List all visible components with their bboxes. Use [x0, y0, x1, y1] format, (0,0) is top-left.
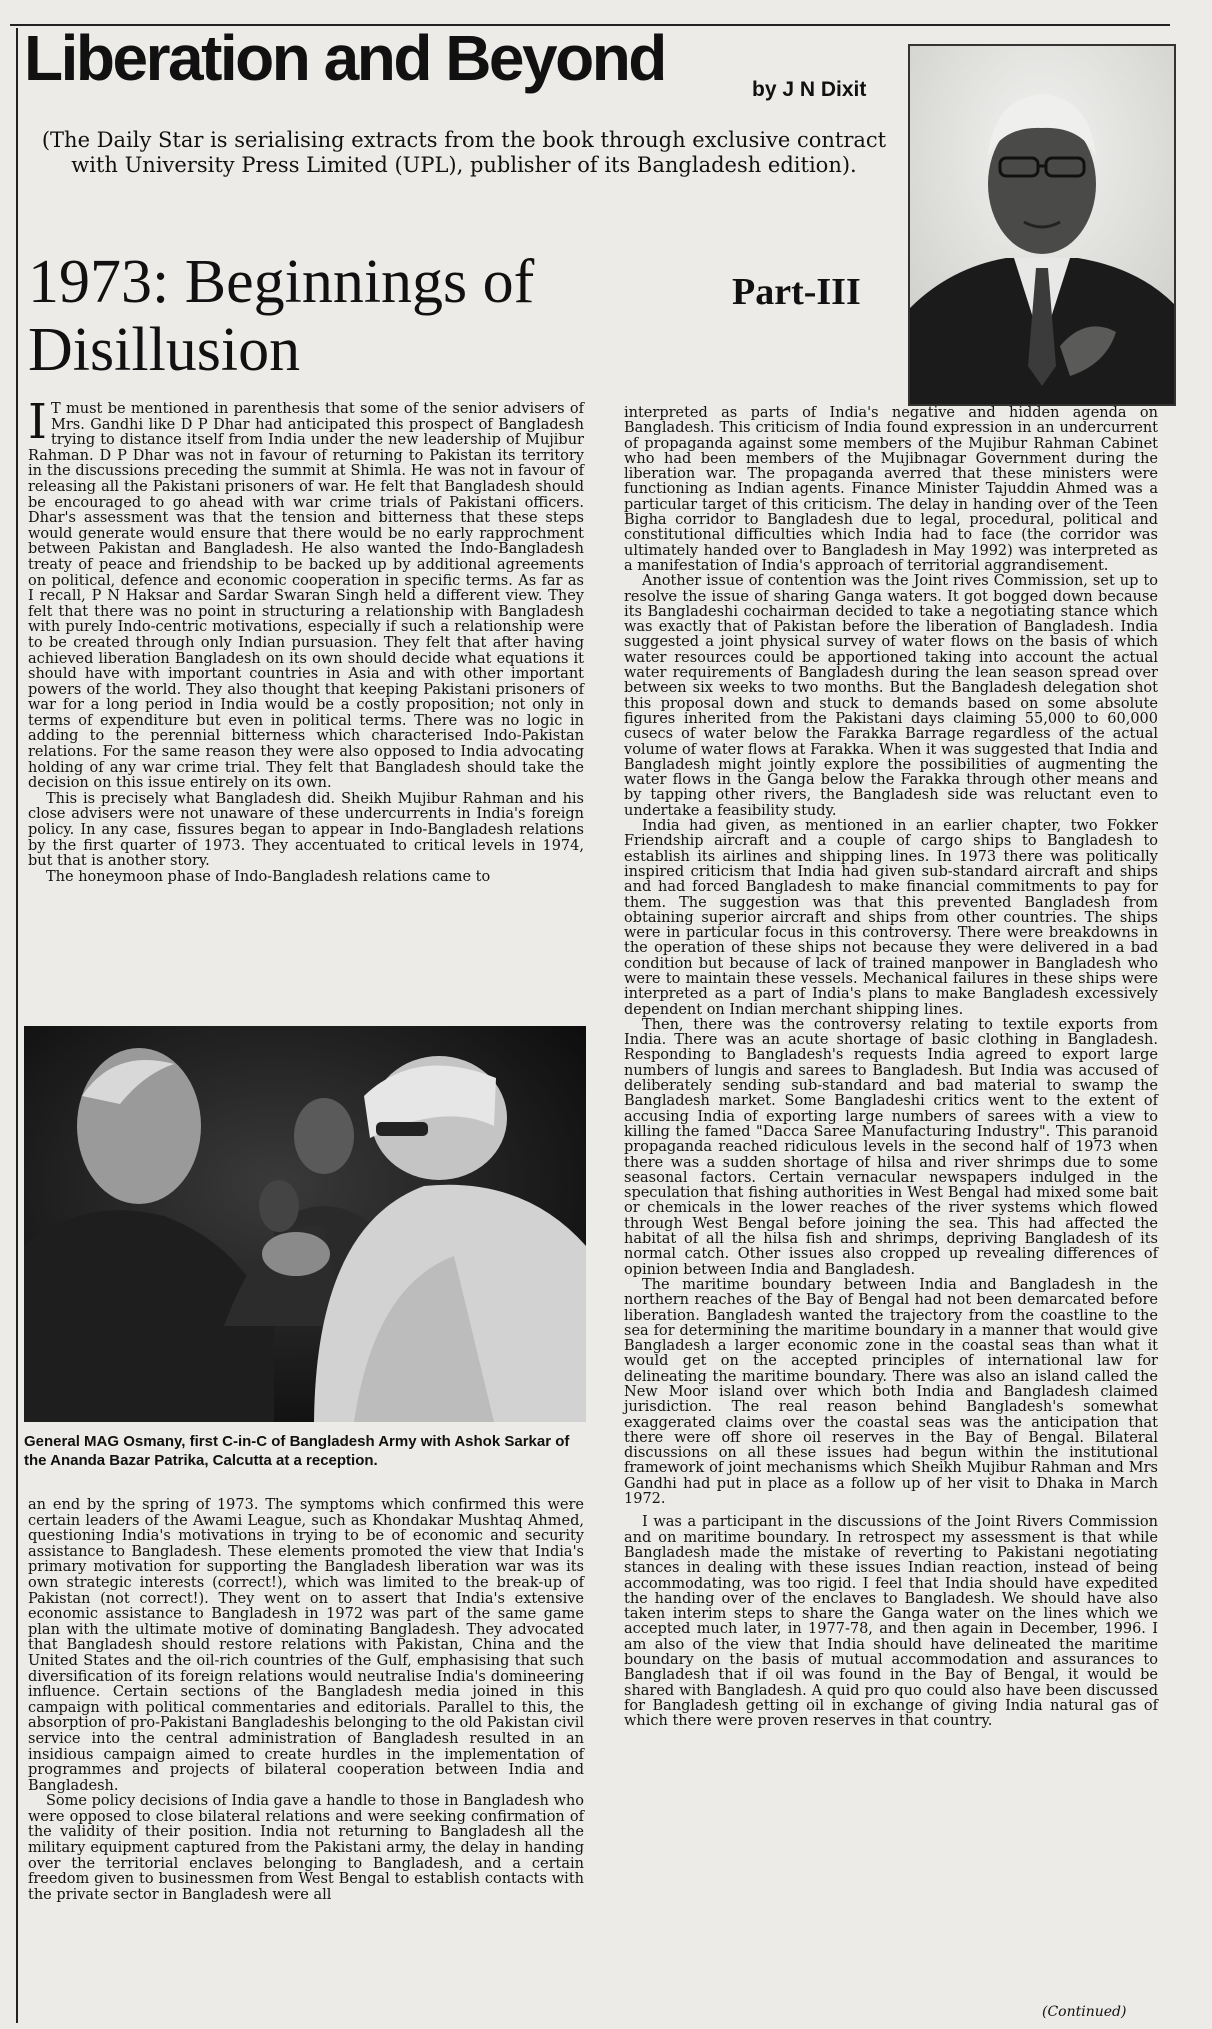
paragraph: Then, there was the controversy relating to textile exports from India. There was an acute shortage of basic clothing in Bangladesh. Responding to Bangladesh's requests India agreed to export large numbers of lungis and sarees to Bangladesh. But India was accused of deliberately sending sub-standard and bad material to swamp the Bangladesh market. Some Bangladeshi critics went to the extent of accusing India of exporting large numbers of sarees with a view to killing the famed "Dacca Saree Manufacturing Industry". This paranoid propaganda reached ridiculous levels in the second half of 1973 when there was a sudden shortage of hilsa and river shrimps due to some seasonal factors. Certain vernacular newspapers indulged in the speculation that fishing authorities in West Bengal had mixed some bait or chemicals in the lower reaches of the river systems which flowed through West Bengal before joining the sea. This had affected the habitat of all the hilsa fish and shrimps, depriving Bangladesh of its normal catch. Other issues also cropped up revealing differences of opinion between India and Bangladesh.	[624, 1016, 1158, 1278]
continued-label: (Continued)	[1042, 2004, 1127, 2020]
reception-photo	[24, 1026, 586, 1422]
photo-caption: General MAG Osmany, first C-in-C of Bangladesh Army with Ashok Sarkar of the Ananda Bazar Patrika, Calcutta at a reception.	[24, 1433, 570, 1469]
byline: by J N Dixit	[752, 78, 867, 101]
intro-note: (The Daily Star is serialising extracts from the book through exclusive contract with University Press Limited (UPL), publisher of its Bangladesh edition).	[41, 128, 887, 177]
photo-image	[24, 1026, 586, 1422]
article-title: 1973: Beginnings of Disillusion	[28, 248, 535, 384]
paragraph	[28, 394, 584, 792]
paragraph: Some policy decisions of India gave a handle to those in Bangladesh who were opposed to close bilateral relations and were seeking confirmation of the validity of their position. India not returning to Bangladesh all the military equipment captured from the Pakistani army, the delay in handing over the territorial enclaves belonging to Bangladesh, and a certain freedom given to businessmen from West Bengal to establish contacts with the private sector in Bangladesh were all	[28, 1793, 584, 1903]
column-2	[624, 406, 1158, 1730]
author-portrait	[908, 44, 1176, 406]
paragraph: Another issue of contention was the Joint rives Commission, set up to resolve the issue of sharing Ganga waters. It got bogged down because its Bangladeshi cochairman decided to take a negotiating stance which was exactly that of Pakistan before the liberation of Bangladesh. India suggested a joint physical survey of water flows on the basis of which water resources could be apportioned taking into account the actual water requirements of Bangladesh during the lean season spread over between six weeks to two months. But the Bangladesh delegation shot this proposal down and stuck to demands based on some absolute figures inherited from the Pakistani days claiming 55,000 to 60,000 cusecs of water below the Farakka Barrage regardless of the actual volume of water flows at Farakka. When it was suggested that India and Bangladesh might jointly explore the possibilities of augmenting the water flows in the Ganga below the Farakka through other means and by tapping other rivers, the Bangladesh side was reluctant even to undertake a feasibility study.	[624, 573, 1158, 819]
paragraph: India had given, as mentioned in an earlier chapter, two Fokker Friendship aircraft and a couple of cargo ships to Bangladesh to establish its airlines and shipping lines. In 1973 there was politically inspired criticism that India had given sub-standard aircraft and ships and had forced Bangladesh to make financial commitments to pay for them. The suggestion was that this prevented Bangladesh from obtaining superior aircraft and ships from other countries. The ships were in particular focus in this controversy. There were breakdowns in the operation of these ships not because they were delivered in a bad condition but because of lack of trained manpower in Bangladesh who were to maintain these vessels. Mechanical failures in these ships were interpreted as a part of India's plans to make Bangladesh excessively dependent on Indian merchant shipping lines.	[624, 818, 1158, 1018]
paragraph: This is precisely what Bangladesh did. Sheikh Mujibur Rahman and his close advisers were not unaware of these undercurrents in India's foreign policy. In any case, fissures began to appear in Indo-Bangladesh relations by the first quarter of 1973. They accentuated to critical levels in 1974, but that is another story.	[28, 790, 584, 870]
headline: Liberation and Beyond	[24, 22, 665, 94]
paragraph: interpreted as parts of India's negative and hidden agenda on Bangladesh. This criticism of India found expression in an undercurrent of propaganda against some members of the Mujibur Rahman Cabinet who had been members of the Mujibnagar Government during the liberation war. The propaganda averred that these ministers were functioning as Indian agents. Finance Minister Tajuddin Ahmed was a particular target of this criticism. The delay in handing over of the Teen Bigha corridor to Bangladesh due to legal, procedural, political and constitutional difficulties which India had to face (the corridor was ultimately handed over to Bangladesh in May 1992) was interpreted as a manifestation of India's approach of territorial aggrandisement.	[624, 405, 1158, 574]
paragraph-text: T must be mentioned in parenthesis that some of the senior advisers of Mrs. Gandhi like D P Dhar had anticipated this prospect of Bangladesh trying to distance itself from India under the new leadership of Mujibur Rahman. D P Dhar was not in favour of returning to Pakistan its territory in the discussions preceding the summit at Shimla. He was not in favour of releasing all the Pakistani prisoners of war. He felt that Bangladesh should be encouraged to go ahead with war crime trials of Pakistani officers. Dhar's assessment was that the tension and bitterness that these steps would generate would ensure that there would be no early rapprochment between Pakistan and Bangladesh. He also wanted the Indo-Bangladesh treaty of peace and friendship to be backed up by additional agreements on political, defence and economic cooperation in specific terms. As far as I recall, P N Haksar and Sardar Swaran Singh held a different view. They felt that there was no point in structuring a relationship with Bangladesh with purely Indo-centric motivations, especially if such a relationship were to be created through only Indian pursuasion. They felt that after having achieved liberation Bangladesh on its own should decide what equations it should have with important countries in Asia and with other important powers of the world. They also thought that keeping Pakistani prisoners of war for a long period in India would be a costly proposition; not only in terms of expenditure but even in political terms. There was no logic in adding to the perennial bitterness which characterised Indo-Pakistan relations. For the same reason they were also opposed to India advocating holding of any war crime trial. They felt that Bangladesh should take the decision on this issue entirely on its own.	[28, 401, 584, 792]
portrait-image	[910, 46, 1174, 404]
paragraph: The maritime boundary between India and Bangladesh in the northern reaches of the Bay of Bengal had not been demarcated before liberation. Bangladesh wanted the trajectory from the coastline to the sea for determining the maritime boundary in a manner that would give Bangladesh a larger economic zone in the coastal seas than what it would get on the accepted principles of international law for delineating the maritime boundary. There was also an island called the New Moor island over which both India and Bangladesh claimed jurisdiction. The real reason behind Bangladesh's somewhat exaggerated claims over the coastal seas was the anticipation that there were off shore oil reserves in the Bay of Bengal. Bilateral discussions on all these issues had begun within the institutional framework of joint mechanisms which Sheikh Mujibur Rahman and Mrs Gandhi had put in place as a follow up of her visit to Dhaka in March 1972.	[624, 1276, 1158, 1508]
paragraph: The honeymoon phase of Indo-Bangladesh relations came to	[46, 868, 491, 885]
paragraph: I was a participant in the discussions of the Joint Rivers Commission and on maritime boundary. In retrospect my assessment is that while Bangladesh made the mistake of reverting to Pakistani negotiating stances in dealing with these issues Indian reaction, instead of being accommodating, was too rigid. I feel that India should have expedited the handing over of the enclaves to Bangladesh. We should have also taken interim steps to share the Ganga water on the lines which we accepted much later, in 1977-78, and then again in December, 1996. I am also of the view that India should have delineated the maritime boundary on the basis of mutual accommodation and assurances to Bangladesh that if oil was found in the Bay of Bengal, it would be shared with Bangladesh. A quid pro quo could also have been discussed for Bangladesh getting oil in exchange of giving India natural gas of which there were proven reserves in that country.	[624, 1514, 1158, 1730]
paragraph: an end by the spring of 1973. The symptoms which confirmed this were certain leaders of the Awami League, such as Khondakar Mushtaq Ahmed, questioning India's motivations in trying to be of economic and security assistance to Bangladesh. These elements promoted the view that India's primary motivation for supporting the Bangladesh liberation war was its own strategic interests (correct!), which was limited to the break-up of Pakistan (not correct!). They went on to assert that India's extensive economic assistance to Bangladesh in 1972 was part of the same game plan with the ultimate motive of dominating Bangladesh. They advocated that Bangladesh should restore relations with Pakistan, China and the United States and the oil-rich countries of the Gulf, emphasising that such diversification of its foreign relations would neutralise India's domineering influence. Certain sections of the Bangladesh media joined in this campaign with political commentaries and editorials. Parallel to this, the absorption of pro-Pakistani Bangladeshis belonging to the old Pakistan civil service into the central administration of Bangladesh resulted in an insidious campaign aimed to create hurdles in the implementation of programmes and projects of bilateral cooperation between India and Bangladesh.	[28, 1497, 584, 1794]
column-1-bottom	[28, 1498, 584, 1903]
drop-cap: I	[28, 394, 47, 450]
part-label: Part-III	[732, 271, 861, 313]
column-1-top	[28, 394, 584, 885]
left-rule	[16, 28, 18, 2023]
